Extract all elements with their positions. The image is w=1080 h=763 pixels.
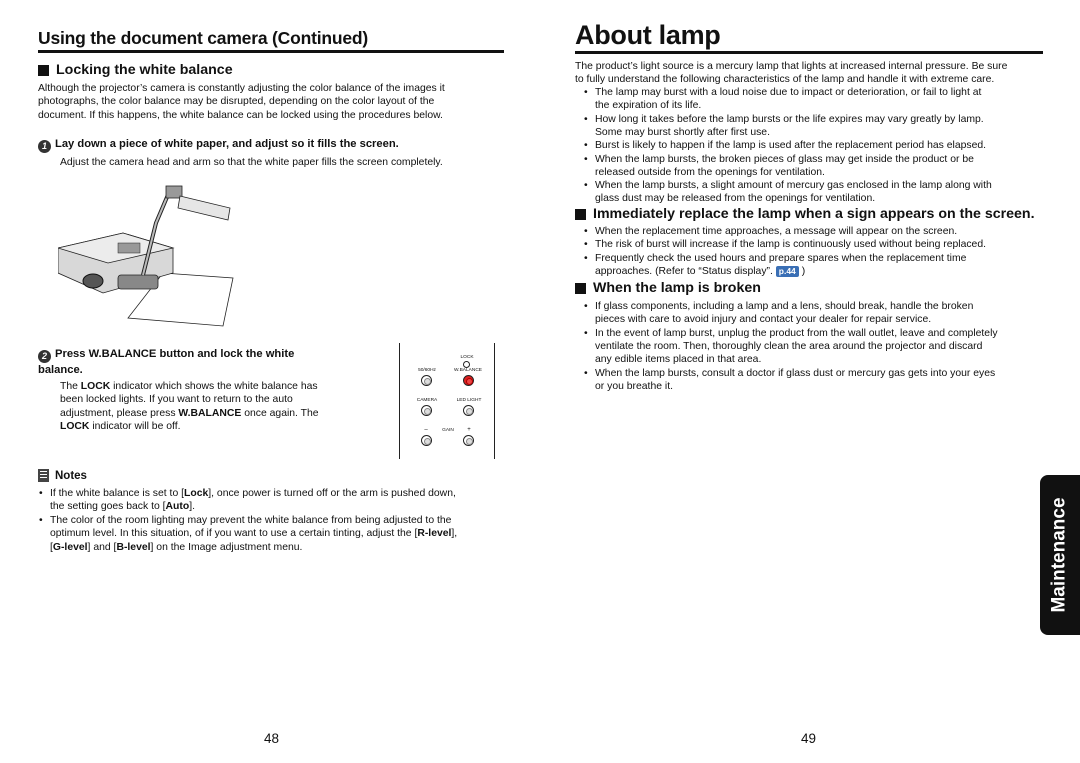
bullet-line: Frequently check the used hours and prepare spares when the replacement time [595, 252, 967, 264]
step-2-line: been locked lights. If you want to return to the auto [60, 394, 293, 406]
page-reference-link[interactable]: p.44 [776, 266, 799, 277]
step-2-line: LOCK indicator will be off. [60, 420, 181, 432]
camera-head [178, 196, 230, 220]
page-title: About lamp [575, 20, 721, 50]
led-light-button[interactable] [463, 405, 474, 416]
step-number-icon: 1 [38, 140, 51, 153]
note-item: • If the white balance is set to [Lock], once power is turned off or the arm is pushed down, the setting goes back to [Auto]. [39, 488, 456, 513]
bullet-item: • Frequently check the used hours and prepare spares when the replacement time [575, 252, 1045, 265]
section-square-icon [575, 209, 586, 220]
step-1-body: Adjust the camera head and arm so that the white paper fills the screen completely. [60, 157, 443, 168]
lock-indicator-icon [463, 361, 470, 368]
bullet-item: • Burst is likely to happen if the lamp is used after the replacement period has elapsed. [575, 139, 1045, 152]
bullet-item: • The lamp may burst with a loud noise due to impact or deterioration, or fail to light at the expiration of its life. [575, 86, 1045, 113]
bullet-line: ventilate the room. Then, thoroughly clean the area around the projector and discard [595, 340, 983, 352]
bullet-line: glass dust may be released from the openings for ventilation. [595, 193, 876, 205]
bullet-line: The risk of burst will increase if the lamp is continuously used without being replaced. [595, 239, 986, 251]
gain-minus-label: – [424, 427, 428, 433]
w-balance-label: W.BALANCE [454, 368, 482, 373]
step-number-icon: 2 [38, 350, 51, 363]
side-tab-maintenance [1040, 475, 1080, 635]
bullet-line: Burst is likely to happen if the lamp is used after the replacement period has elapsed. [595, 140, 987, 152]
bullet-line: In the event of lamp burst, unplug the product from the wall outlet, leave and completely [595, 327, 998, 339]
bullet-line: The lamp may burst with a loud noise due to impact or deterioration, or fail to light at [595, 87, 982, 98]
notes-heading [38, 469, 87, 482]
title-rule [575, 51, 1043, 54]
bullet-item: • How long it takes before the lamp bursts or the life expires may vary greatly by lamp. Some may burst shortly after first use. [575, 113, 1045, 140]
camera-base [118, 275, 158, 289]
bullet-item: • If glass components, including a lamp and a lens, should break, handle the broken pieces with care to avoid injury and contact your dealer for repair service. [575, 300, 1045, 327]
section-title-lamp-broken [575, 280, 761, 296]
gain-label: GAIN [442, 428, 454, 433]
page-number: 48 [264, 731, 280, 746]
bullet-line: Some may burst shortly after first use. [595, 126, 770, 138]
intro-line: to fully understand the following characteristics of the lamp and handle it with extreme care. [575, 74, 995, 86]
gain-plus-label: + [467, 427, 471, 433]
control-panel-illustration [399, 343, 495, 459]
notes-title: Notes [55, 469, 87, 482]
camera-button[interactable] [421, 405, 432, 416]
gain-plus-button[interactable] [463, 435, 474, 446]
step-2-body [60, 380, 380, 433]
bullet-item: • In the event of lamp burst, unplug the product from the wall outlet, leave and completely ventilate the room. Then, thoroughly clean the area around the projector and discard any edible items placed in that area. [575, 327, 1045, 367]
bullet-line: When the lamp bursts, consult a doctor if glass dust or mercury gas gets into your eyes [595, 367, 996, 379]
section-square-icon [575, 283, 586, 294]
bullet-line: How long it takes before the lamp bursts or the life expires may vary greatly by lamp. [595, 113, 984, 125]
bullet-line: or you breathe it. [595, 380, 673, 392]
bullet-line: the expiration of its life. [595, 100, 702, 112]
intro-paragraph [38, 82, 445, 122]
intro-line: Although the projector’s camera is constantly adjusting the color balance of the images it [38, 83, 445, 94]
section-square-icon [38, 65, 49, 76]
section-title-text: When the lamp is broken [593, 280, 761, 296]
left-page [38, 0, 504, 763]
bullet-line: any edible items placed in that area. [595, 354, 762, 366]
lock-label: LOCK [460, 355, 474, 360]
side-tab-label: Maintenance [1049, 497, 1070, 613]
document-camera-illustration [58, 178, 258, 328]
intro-line: document. If this happens, the white balance can be locked using the procedures below. [38, 109, 443, 121]
bullet-item: • The risk of burst will increase if the lamp is continuously used without being replaced. [575, 238, 1045, 251]
bullet-item: • When the replacement time approaches, a message will appear on the screen. [575, 225, 1045, 238]
camera-label: CAMERA [416, 398, 438, 403]
step-2-title-line1: Press W.BALANCE button and lock the white [55, 348, 295, 360]
gain-minus-button[interactable] [421, 435, 432, 446]
bullet-line: If glass components, including a lamp and a lens, should break, handle the broken [595, 301, 974, 312]
intro-line: The product’s light source is a mercury lamp that lights at increased internal pressure. Be sure [575, 61, 1008, 72]
step-2-line: adjustment, please press W.BALANCE once again. The [60, 407, 319, 419]
bullet-item: • When the lamp bursts, consult a doctor if glass dust or mercury gas gets into your eyes or you breathe it. [575, 367, 1045, 394]
bullet-item: • When the lamp bursts, a slight amount of mercury gas enclosed in the lamp along with glass dust may be released from the openings for ventilation. [575, 179, 1045, 206]
hz-label: 50/60Hz [418, 368, 436, 373]
page-header-title: Using the document camera (Continued) [38, 28, 368, 48]
bullet-line: released outside from the openings for ventilation. [595, 166, 825, 178]
hz-button[interactable] [421, 375, 432, 386]
step-2-heading [38, 347, 338, 377]
page-number: 49 [801, 731, 817, 746]
notes-icon [38, 469, 49, 482]
bullet-line: When the lamp bursts, a slight amount of mercury gas enclosed in the lamp along with [595, 180, 992, 192]
w-balance-button[interactable] [463, 375, 474, 386]
intro-line: photographs, the color balance may be disrupted, depending on the color layout of the [38, 96, 435, 108]
control-panel [118, 243, 140, 253]
section-title-white-balance [38, 62, 233, 78]
projector-lens [83, 274, 103, 288]
header-rule [38, 50, 504, 53]
section-title-text: Locking the white balance [56, 62, 233, 78]
led-light-label: LED LIGHT [456, 398, 482, 403]
step-1-heading [38, 137, 399, 153]
bullet-line: When the replacement time approaches, a message will appear on the screen. [595, 226, 958, 237]
section-title-text: Immediately replace the lamp when a sign appears on the screen. [593, 206, 1035, 222]
bullet-line: When the lamp bursts, the broken pieces of glass may get inside the product or be [595, 153, 974, 165]
section-title-replace-lamp [575, 206, 1035, 222]
lamp-intro [575, 60, 1007, 87]
status-display-line: approaches. (Refer to “Status display”. p.44 ) [595, 266, 806, 277]
right-page [575, 0, 1043, 763]
step-2-title-line2: balance. [38, 364, 83, 376]
step-1-title: Lay down a piece of white paper, and adjust so it fills the screen. [55, 138, 399, 150]
note-item: • The color of the room lighting may prevent the white balance from being adjusted to the optimum level. In this situation, of if you want to use a certain tinting, adjust the [R-level], [G-level] and [B-level] on the Image adjustment menu. [39, 515, 458, 553]
bullet-line: pieces with care to avoid injury and contact your dealer for repair service. [595, 314, 932, 326]
step-2-line: The LOCK indicator which shows the white balance has [60, 381, 318, 392]
bullet-item: • When the lamp bursts, the broken pieces of glass may get inside the product or be released outside from the openings for ventilation. [575, 153, 1045, 180]
